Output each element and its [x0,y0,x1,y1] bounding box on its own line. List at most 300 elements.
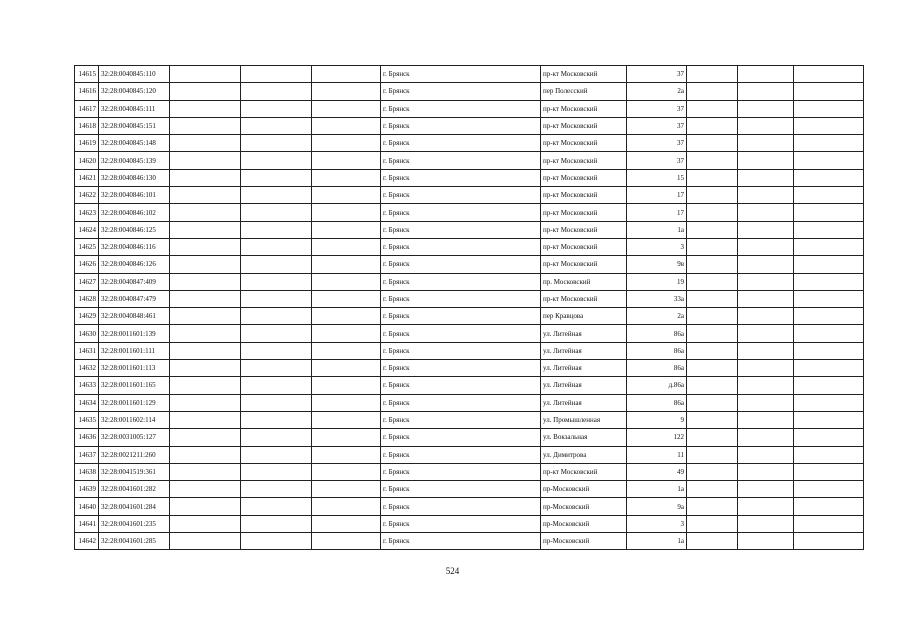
empty-cell [312,290,381,307]
empty-cell [170,187,241,204]
row-number: 14618 [75,117,99,134]
empty-cell [312,342,381,359]
empty-cell [241,117,312,134]
row-number: 14637 [75,446,99,463]
empty-cell [312,498,381,515]
cadastral-number: 32:28:0040847:479 [99,290,170,307]
city-cell: г. Брянск [381,481,541,498]
cadastral-number: 32:28:0041601:285 [99,533,170,550]
empty-cell [312,100,381,117]
empty-cell [687,66,738,83]
cadastral-number: 32:28:0040846:126 [99,256,170,273]
empty-cell [312,515,381,532]
empty-cell [312,117,381,134]
empty-cell [738,256,794,273]
street-cell: пр-кт Московский [541,169,627,186]
cadastral-number: 32:28:0041601:284 [99,498,170,515]
city-cell: г. Брянск [381,273,541,290]
house-number: 86а [627,360,687,377]
street-cell: пр-Московский [541,498,627,515]
empty-cell [312,83,381,100]
cadastral-number: 32:28:0040847:409 [99,273,170,290]
house-number: 37 [627,100,687,117]
empty-cell [241,446,312,463]
empty-cell [794,463,864,480]
cadastral-number: 32:28:0041519:361 [99,463,170,480]
empty-cell [738,169,794,186]
empty-cell [794,325,864,342]
table-row [75,342,864,359]
empty-cell [738,360,794,377]
empty-cell [241,273,312,290]
empty-cell [312,169,381,186]
empty-cell [794,83,864,100]
empty-cell [170,498,241,515]
empty-cell [794,187,864,204]
empty-cell [241,152,312,169]
row-number: 14630 [75,325,99,342]
row-number: 14635 [75,411,99,428]
empty-cell [170,256,241,273]
row-number: 14621 [75,169,99,186]
empty-cell [794,256,864,273]
table-row [75,515,864,532]
empty-cell [241,83,312,100]
empty-cell [794,290,864,307]
row-number: 14628 [75,290,99,307]
empty-cell [312,360,381,377]
empty-cell [170,238,241,255]
empty-cell [312,221,381,238]
empty-cell [794,273,864,290]
empty-cell [241,533,312,550]
empty-cell [170,204,241,221]
empty-cell [241,308,312,325]
empty-cell [312,238,381,255]
table-row [75,100,864,117]
registry-table [74,65,864,550]
row-number: 14616 [75,83,99,100]
empty-cell [738,152,794,169]
house-number: 17 [627,187,687,204]
empty-cell [170,515,241,532]
cadastral-number: 32:28:0040846:125 [99,221,170,238]
empty-cell [241,411,312,428]
street-cell: ул. Литейная [541,325,627,342]
empty-cell [687,533,738,550]
empty-cell [312,308,381,325]
city-cell: г. Брянск [381,100,541,117]
city-cell: г. Брянск [381,325,541,342]
row-number: 14619 [75,135,99,152]
empty-cell [794,394,864,411]
empty-cell [170,377,241,394]
empty-cell [687,135,738,152]
empty-cell [687,256,738,273]
street-cell: пр-кт Московский [541,238,627,255]
cadastral-number: 32:28:0011601:129 [99,394,170,411]
empty-cell [170,394,241,411]
street-cell: пр-кт Московский [541,135,627,152]
street-cell: ул. Литейная [541,360,627,377]
empty-cell [794,117,864,134]
table-row [75,533,864,550]
street-cell: ул. Литейная [541,394,627,411]
empty-cell [794,377,864,394]
city-cell: г. Брянск [381,429,541,446]
cadastral-number: 32:28:0040845:139 [99,152,170,169]
row-number: 14631 [75,342,99,359]
empty-cell [170,66,241,83]
house-number: 11 [627,446,687,463]
empty-cell [738,394,794,411]
row-number: 14639 [75,481,99,498]
cadastral-number: 32:28:0040848:461 [99,308,170,325]
street-cell: пер Полесский [541,83,627,100]
cadastral-number: 32:28:0040845:148 [99,135,170,152]
row-number: 14624 [75,221,99,238]
empty-cell [170,308,241,325]
street-cell: пр. Московский [541,273,627,290]
street-cell: пр-кт Московский [541,117,627,134]
empty-cell [170,411,241,428]
row-number: 14641 [75,515,99,532]
empty-cell [738,325,794,342]
cadastral-number: 32:28:0040846:130 [99,169,170,186]
table-row [75,290,864,307]
row-number: 14634 [75,394,99,411]
empty-cell [241,256,312,273]
city-cell: г. Брянск [381,83,541,100]
empty-cell [312,135,381,152]
empty-cell [794,342,864,359]
house-number: 9а [627,498,687,515]
house-number: д.86а [627,377,687,394]
table-row [75,325,864,342]
empty-cell [738,411,794,428]
empty-cell [794,411,864,428]
empty-cell [794,169,864,186]
table-row [75,187,864,204]
city-cell: г. Брянск [381,204,541,221]
empty-cell [738,308,794,325]
empty-cell [794,498,864,515]
empty-cell [738,83,794,100]
row-number: 14623 [75,204,99,221]
city-cell: г. Брянск [381,308,541,325]
house-number: 86а [627,394,687,411]
empty-cell [312,463,381,480]
row-number: 14632 [75,360,99,377]
empty-cell [241,463,312,480]
empty-cell [738,515,794,532]
city-cell: г. Брянск [381,463,541,480]
row-number: 14620 [75,152,99,169]
city-cell: г. Брянск [381,446,541,463]
house-number: 1а [627,221,687,238]
empty-cell [241,515,312,532]
row-number: 14625 [75,238,99,255]
table-row [75,152,864,169]
empty-cell [312,256,381,273]
empty-cell [687,481,738,498]
city-cell: г. Брянск [381,117,541,134]
empty-cell [687,169,738,186]
street-cell: пр-кт Московский [541,66,627,83]
street-cell: пер Кравцова [541,308,627,325]
empty-cell [687,515,738,532]
empty-cell [241,325,312,342]
street-cell: пр-кт Московский [541,256,627,273]
table-row [75,429,864,446]
house-number: 49 [627,463,687,480]
empty-cell [794,533,864,550]
table-row [75,308,864,325]
row-number: 14615 [75,66,99,83]
table-row [75,394,864,411]
empty-cell [241,360,312,377]
empty-cell [241,100,312,117]
house-number: 9 [627,411,687,428]
house-number: 86а [627,325,687,342]
empty-cell [170,117,241,134]
registry-rows [75,66,864,550]
table-row [75,135,864,152]
street-cell: пр-Московский [541,533,627,550]
empty-cell [687,290,738,307]
empty-cell [241,342,312,359]
city-cell: г. Брянск [381,152,541,169]
house-number: 1а [627,533,687,550]
empty-cell [687,360,738,377]
empty-cell [312,187,381,204]
street-cell: пр-кт Московский [541,463,627,480]
empty-cell [241,66,312,83]
row-number: 14629 [75,308,99,325]
empty-cell [794,221,864,238]
empty-cell [312,204,381,221]
house-number: 2а [627,308,687,325]
street-cell: пр-кт Московский [541,290,627,307]
cadastral-number: 32:28:0040845:120 [99,83,170,100]
house-number: 37 [627,152,687,169]
empty-cell [687,83,738,100]
empty-cell [170,342,241,359]
cadastral-number: 32:28:0011601:111 [99,342,170,359]
empty-cell [738,238,794,255]
empty-cell [170,290,241,307]
empty-cell [687,238,738,255]
cadastral-number: 32:28:0040845:151 [99,117,170,134]
table-row [75,463,864,480]
cadastral-number: 32:28:0011601:139 [99,325,170,342]
table-row [75,204,864,221]
empty-cell [241,169,312,186]
empty-cell [241,394,312,411]
empty-cell [738,100,794,117]
street-cell: пр-Московский [541,481,627,498]
cadastral-number: 32:28:0041601:235 [99,515,170,532]
city-cell: г. Брянск [381,221,541,238]
empty-cell [170,481,241,498]
empty-cell [170,325,241,342]
empty-cell [738,273,794,290]
table-row [75,238,864,255]
street-cell: пр-кт Московский [541,187,627,204]
empty-cell [312,446,381,463]
empty-cell [241,290,312,307]
house-number: 1а [627,481,687,498]
empty-cell [794,238,864,255]
street-cell: пр-кт Московский [541,221,627,238]
city-cell: г. Брянск [381,515,541,532]
table-row [75,411,864,428]
empty-cell [738,66,794,83]
city-cell: г. Брянск [381,135,541,152]
empty-cell [312,429,381,446]
empty-cell [687,117,738,134]
empty-cell [312,533,381,550]
row-number: 14626 [75,256,99,273]
city-cell: г. Брянск [381,66,541,83]
empty-cell [241,204,312,221]
street-cell: ул. Вокзальная [541,429,627,446]
empty-cell [738,221,794,238]
table-row [75,273,864,290]
table-row [75,169,864,186]
house-number: 33а [627,290,687,307]
empty-cell [687,308,738,325]
table-row [75,377,864,394]
empty-cell [794,515,864,532]
empty-cell [687,152,738,169]
empty-cell [312,325,381,342]
empty-cell [241,429,312,446]
empty-cell [738,533,794,550]
empty-cell [738,135,794,152]
empty-cell [687,273,738,290]
empty-cell [312,377,381,394]
empty-cell [170,169,241,186]
city-cell: г. Брянск [381,256,541,273]
street-cell: пр-кт Московский [541,152,627,169]
cadastral-number: 32:28:0040846:116 [99,238,170,255]
empty-cell [794,446,864,463]
table-row [75,117,864,134]
empty-cell [738,429,794,446]
cadastral-number: 32:28:0031005:127 [99,429,170,446]
street-cell: пр-кт Московский [541,100,627,117]
empty-cell [687,325,738,342]
table-row [75,83,864,100]
empty-cell [241,377,312,394]
city-cell: г. Брянск [381,169,541,186]
row-number: 14636 [75,429,99,446]
empty-cell [738,377,794,394]
row-number: 14642 [75,533,99,550]
empty-cell [312,481,381,498]
empty-cell [241,481,312,498]
empty-cell [170,135,241,152]
cadastral-number: 32:28:0040845:111 [99,100,170,117]
empty-cell [794,308,864,325]
house-number: 37 [627,117,687,134]
cadastral-number: 32:28:0040845:110 [99,66,170,83]
empty-cell [170,360,241,377]
row-number: 14627 [75,273,99,290]
empty-cell [794,481,864,498]
city-cell: г. Брянск [381,238,541,255]
city-cell: г. Брянск [381,498,541,515]
row-number: 14640 [75,498,99,515]
empty-cell [738,342,794,359]
empty-cell [312,152,381,169]
empty-cell [170,221,241,238]
empty-cell [738,481,794,498]
empty-cell [794,152,864,169]
empty-cell [312,411,381,428]
house-number: 3 [627,515,687,532]
empty-cell [794,66,864,83]
house-number: 9в [627,256,687,273]
empty-cell [170,273,241,290]
street-cell: ул. Димитрова [541,446,627,463]
empty-cell [687,463,738,480]
row-number: 14638 [75,463,99,480]
house-number: 19 [627,273,687,290]
house-number: 3 [627,238,687,255]
row-number: 14617 [75,100,99,117]
empty-cell [687,221,738,238]
city-cell: г. Брянск [381,377,541,394]
empty-cell [241,498,312,515]
table-row [75,498,864,515]
empty-cell [794,135,864,152]
empty-cell [687,204,738,221]
cadastral-number: 32:28:0040846:101 [99,187,170,204]
street-cell: пр-Московский [541,515,627,532]
city-cell: г. Брянск [381,290,541,307]
empty-cell [241,238,312,255]
table-row [75,221,864,238]
empty-cell [170,429,241,446]
empty-cell [738,204,794,221]
empty-cell [738,290,794,307]
city-cell: г. Брянск [381,411,541,428]
table-row [75,481,864,498]
empty-cell [687,100,738,117]
city-cell: г. Брянск [381,342,541,359]
row-number: 14622 [75,187,99,204]
house-number: 15 [627,169,687,186]
empty-cell [687,187,738,204]
empty-cell [687,498,738,515]
empty-cell [687,377,738,394]
house-number: 86а [627,342,687,359]
cadastral-number: 32:28:0011602:114 [99,411,170,428]
street-cell: ул. Литейная [541,377,627,394]
empty-cell [738,463,794,480]
city-cell: г. Брянск [381,187,541,204]
empty-cell [170,83,241,100]
empty-cell [794,429,864,446]
empty-cell [241,135,312,152]
table-row [75,446,864,463]
street-cell: ул. Промышленная [541,411,627,428]
empty-cell [170,446,241,463]
empty-cell [794,360,864,377]
row-number: 14633 [75,377,99,394]
